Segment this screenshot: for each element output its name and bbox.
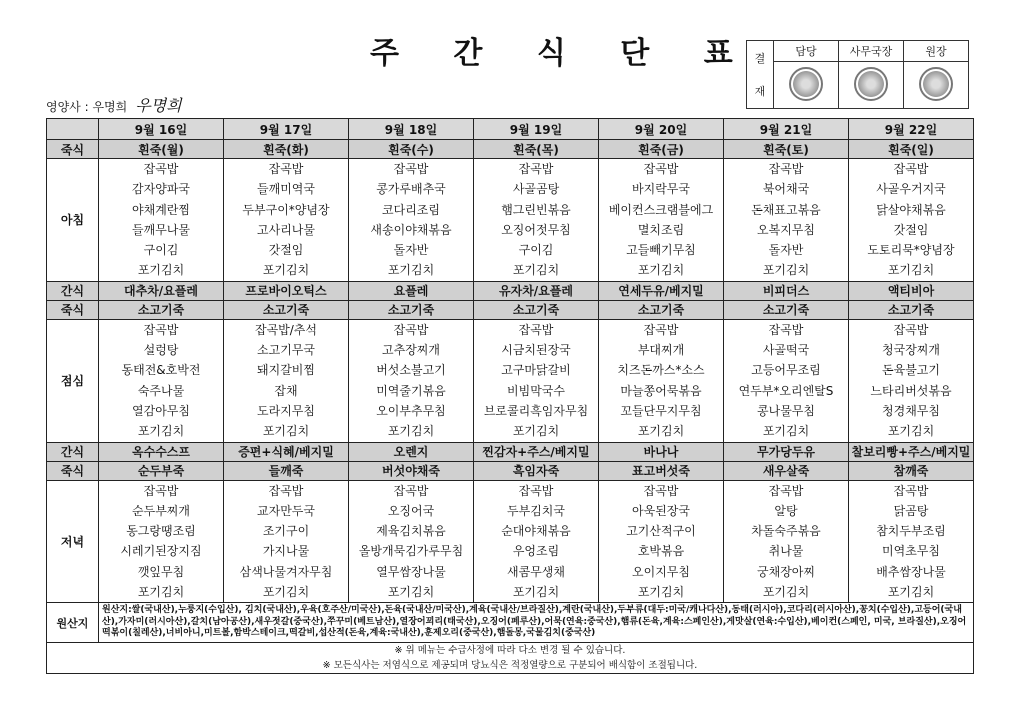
menu-cell: 액티비아 (849, 281, 974, 300)
row-notes (47, 642, 974, 673)
notes-cell (47, 642, 974, 673)
menu-item: 열감아무침 (132, 403, 190, 418)
menu-cell: 참깨죽 (849, 461, 974, 480)
menu-cell: 흰죽(수) (349, 140, 474, 159)
menu-item: 잡곡밥/추석 (254, 322, 317, 337)
menu-cell: 대추차/요플레 (99, 281, 224, 300)
row-lunch (47, 319, 974, 442)
menu-item: 구이김 (518, 243, 554, 258)
menu-item: 사골떡국 (762, 343, 810, 358)
row-label: 간식 (47, 281, 99, 300)
menu-item: 들깨미역국 (257, 182, 315, 197)
menu-item: 포기김치 (512, 424, 560, 439)
menu-item: 청국장찌개 (882, 343, 940, 358)
note-line: ※ 모든식사는 저염식으로 제공되며 당뇨식은 적정열량으로 구분되어 배식함이 조절됩니다. (322, 659, 698, 671)
menu-day-cell (849, 159, 974, 282)
menu-day-cell (474, 159, 599, 282)
menu-cell: 순두부죽 (99, 461, 224, 480)
row-label: 원산지 (47, 603, 99, 643)
menu-item: 갓절임 (268, 243, 304, 258)
row-snack2 (47, 442, 974, 461)
row-snack1 (47, 281, 974, 300)
menu-item: 올방개묵김가루무침 (358, 544, 464, 559)
row-label: 점심 (47, 319, 99, 442)
menu-item: 포기김치 (387, 585, 435, 600)
menu-item: 시금치된장국 (501, 343, 571, 358)
menu-cell: 흰죽(월) (99, 140, 224, 159)
menu-item: 북어채국 (762, 182, 810, 197)
menu-item: 닭살야채볶음 (876, 202, 946, 217)
nutritionist-signature: 우명희 (135, 96, 182, 115)
menu-item: 시레기된장지짐 (120, 544, 202, 559)
menu-cell: 흰죽(금) (599, 140, 724, 159)
menu-item: 새콤무생채 (507, 564, 565, 579)
menu-cell: 요플레 (349, 281, 474, 300)
menu-day-cell (99, 319, 224, 442)
approval-stamp-manager (839, 62, 904, 109)
menu-item: 알탕 (774, 503, 798, 518)
menu-item: 사골곰탕 (512, 182, 560, 197)
menu-item: 고구마닭갈비 (501, 363, 571, 378)
menu-item: 갓절임 (893, 222, 929, 237)
menu-day-cell (224, 319, 349, 442)
approval-stamp-director (904, 62, 969, 109)
origin-text: 원산지:쌀(국내산),누룽지(수입산), 김치(국내산),우육(호주산/미국산),돈육(국내산/미국산),계육(국내산/브라질산),계란(국내산),두부류(대두:미국/캐나다산),동태(러시아),코다리(러시아산),꽁치(수입산),고등어(국내산),가자미(러시아산),갈치(남아공산),새우젓갈(중국산),쭈꾸미(베트남산),열장어꾀리(태국산),오징어(페루산),어묵(연육:중국산),햄류(돈육,계육:스페인산),게맛살(연육:수입산),베이컨(스페인, 미국, 브라질산),오징어떡볶이(칠레산),너비아니,미트볼,함박스테이크,떡갈비,섭산적(돈육,계육:국내산),훈제오리(중국산),햄돌몽,국물김치(중국산) (99, 603, 974, 643)
menu-cell: 소고기죽 (99, 300, 224, 319)
menu-item: 오징어젓무침 (501, 222, 571, 237)
menu-item: 오징어국 (387, 503, 435, 518)
menu-item: 청경채무침 (882, 403, 940, 418)
menu-item: 포기김치 (512, 263, 560, 278)
menu-cell: 소고기죽 (224, 300, 349, 319)
menu-item: 순대야채볶음 (501, 524, 571, 539)
menu-item: 잡곡밥 (143, 322, 179, 337)
menu-cell: 소고기죽 (599, 300, 724, 319)
menu-day-cell (349, 319, 474, 442)
menu-item: 잡곡밥 (893, 162, 929, 176)
menu-item: 포기김치 (387, 263, 435, 278)
approval-stamp-staff (774, 62, 839, 109)
menu-day-cell (349, 480, 474, 603)
stamp-icon (789, 67, 823, 101)
menu-item: 브로콜리흑임자무침 (483, 403, 589, 418)
menu-item: 잡곡밥 (643, 483, 679, 498)
menu-item: 가지나물 (262, 544, 310, 559)
menu-item: 돈채표고볶음 (751, 202, 821, 217)
note-line: ※ 위 메뉴는 수급사정에 따라 다소 변경 될 수 있습니다. (394, 644, 626, 656)
menu-item: 고등어무조림 (751, 363, 821, 378)
menu-item: 포기김치 (387, 424, 435, 439)
menu-item: 비빔막국수 (507, 383, 565, 398)
menu-item: 미역줄기볶음 (376, 383, 446, 398)
menu-item: 잡곡밥 (768, 322, 804, 337)
approval-side-top: 결 (754, 51, 766, 65)
menu-item: 돈육불고기 (882, 363, 940, 378)
menu-item: 소고기무국 (257, 343, 315, 358)
menu-item: 멸치조림 (637, 222, 685, 237)
menu-item: 감자양파국 (132, 182, 190, 197)
menu-item: 포기김치 (262, 424, 310, 439)
row-dinner-porridge (47, 461, 974, 480)
row-label: 아침 (47, 159, 99, 282)
day-header: 9월 21일 (724, 119, 849, 140)
menu-item: 궁채장아찌 (757, 564, 815, 579)
menu-item: 잡곡밥 (518, 483, 554, 498)
approval-side-label (747, 41, 774, 109)
menu-cell: 바나나 (599, 442, 724, 461)
menu-item: 조기구이 (262, 524, 310, 539)
menu-cell: 찐감자+주스/베지밀 (474, 442, 599, 461)
day-header-row (47, 119, 974, 140)
menu-item: 느타리버섯볶음 (870, 383, 952, 398)
menu-item: 포기김치 (762, 263, 810, 278)
menu-item: 닭곰탕 (893, 503, 929, 518)
menu-item: 두부구이*양념장 (242, 202, 330, 217)
menu-day-cell (724, 159, 849, 282)
menu-item: 교자만두국 (257, 503, 315, 518)
stamp-icon (919, 67, 953, 101)
menu-item: 콩나물무침 (757, 403, 815, 418)
menu-day-cell (599, 319, 724, 442)
menu-item: 포기김치 (637, 424, 685, 439)
menu-item: 마늘쫑어묵볶음 (620, 383, 702, 398)
menu-item: 꼬들단무지무침 (620, 403, 702, 418)
menu-item: 포기김치 (887, 424, 935, 439)
menu-cell: 비피더스 (724, 281, 849, 300)
menu-item: 부대찌개 (637, 343, 685, 358)
menu-item: 미역초무침 (882, 544, 940, 559)
day-header: 9월 18일 (349, 119, 474, 140)
menu-cell: 흰죽(토) (724, 140, 849, 159)
menu-item: 잡곡밥 (893, 483, 929, 498)
menu-item: 호박볶음 (637, 544, 685, 559)
menu-cell: 오렌지 (349, 442, 474, 461)
menu-item: 도라지무침 (257, 403, 315, 418)
menu-item: 우엉조림 (512, 544, 560, 559)
menu-item: 오복지무침 (757, 222, 815, 237)
menu-cell: 새우살죽 (724, 461, 849, 480)
menu-item: 잡곡밥 (768, 162, 804, 176)
menu-item: 아욱된장국 (632, 503, 690, 518)
page-title: 주 간 식 단 표 (370, 36, 755, 71)
weekly-menu-table (46, 118, 974, 674)
menu-item: 돌자반 (768, 243, 804, 258)
menu-day-cell (849, 480, 974, 603)
menu-item: 두부김치국 (507, 503, 565, 518)
menu-item: 설렁탕 (143, 343, 179, 358)
approval-header-director: 원장 (904, 41, 969, 62)
row-label: 간식 (47, 442, 99, 461)
menu-item: 잡곡밥 (518, 162, 554, 176)
menu-day-cell (224, 159, 349, 282)
menu-item: 차돌숙주볶음 (751, 524, 821, 539)
day-header: 9월 16일 (99, 119, 224, 140)
menu-cell: 흰죽(화) (224, 140, 349, 159)
row-label: 죽식 (47, 300, 99, 319)
menu-item: 포기김치 (762, 585, 810, 600)
menu-cell: 연세두유/베지밀 (599, 281, 724, 300)
menu-cell: 소고기죽 (849, 300, 974, 319)
day-header: 9월 20일 (599, 119, 724, 140)
menu-item: 동그랑땡조림 (126, 524, 196, 539)
menu-item: 잡곡밥 (268, 162, 304, 176)
menu-day-cell (724, 319, 849, 442)
day-header: 9월 17일 (224, 119, 349, 140)
menu-item: 잡곡밥 (143, 162, 179, 176)
row-dinner (47, 480, 974, 603)
menu-cell: 들깨죽 (224, 461, 349, 480)
menu-item: 포기김치 (637, 585, 685, 600)
row-lunch-porridge (47, 300, 974, 319)
menu-item: 포기김치 (262, 585, 310, 600)
menu-item: 포기김치 (262, 263, 310, 278)
approval-header-manager: 사무국장 (839, 41, 904, 62)
menu-item: 고기산적구이 (626, 524, 696, 539)
menu-item: 열무쌈장나물 (376, 564, 446, 579)
menu-day-cell (849, 319, 974, 442)
menu-item: 고추장찌개 (382, 343, 440, 358)
menu-item: 잡곡밥 (643, 322, 679, 337)
row-label: 죽식 (47, 461, 99, 480)
menu-item: 깻잎무침 (137, 564, 185, 579)
menu-cell: 버섯야채죽 (349, 461, 474, 480)
menu-cell: 표고버섯죽 (599, 461, 724, 480)
menu-item: 잡곡밥 (393, 162, 429, 176)
menu-item: 참치두부조림 (876, 524, 946, 539)
menu-item: 배추쌈장나물 (876, 564, 946, 579)
menu-item: 사골우거지국 (876, 182, 946, 197)
menu-item: 고들빼기무침 (626, 243, 696, 258)
menu-item: 코다리조림 (382, 202, 440, 217)
menu-cell: 소고기죽 (474, 300, 599, 319)
menu-item: 제육김치볶음 (376, 524, 446, 539)
menu-cell: 프로바이오틱스 (224, 281, 349, 300)
row-breakfast (47, 159, 974, 282)
menu-item: 버섯소불고기 (376, 363, 446, 378)
menu-item: 포기김치 (762, 424, 810, 439)
menu-cell: 흰죽(목) (474, 140, 599, 159)
menu-cell: 증편+식혜/베지밀 (224, 442, 349, 461)
menu-item: 들깨무나물 (132, 222, 190, 237)
menu-day-cell (99, 159, 224, 282)
approval-side-bottom: 재 (754, 84, 766, 98)
menu-item: 고사리나물 (257, 222, 315, 237)
approval-box (746, 40, 969, 109)
menu-cell: 흑임자죽 (474, 461, 599, 480)
menu-item: 포기김치 (137, 424, 185, 439)
nutritionist-label (46, 93, 182, 116)
menu-item: 순두부찌개 (132, 503, 190, 518)
menu-item: 구이김 (143, 243, 179, 258)
menu-item: 바지락무국 (632, 182, 690, 197)
menu-item: 포기김치 (512, 585, 560, 600)
menu-day-cell (599, 159, 724, 282)
menu-item: 잡곡밥 (518, 322, 554, 337)
menu-item: 동태전&호박전 (121, 363, 201, 378)
menu-item: 잡채 (274, 383, 298, 398)
menu-day-cell (599, 480, 724, 603)
menu-cell: 소고기죽 (724, 300, 849, 319)
menu-item: 포기김치 (887, 585, 935, 600)
menu-cell: 옥수수스프 (99, 442, 224, 461)
menu-item: 잡곡밥 (268, 483, 304, 498)
row-label: 저녁 (47, 480, 99, 603)
menu-item: 포기김치 (887, 263, 935, 278)
menu-day-cell (474, 480, 599, 603)
menu-item: 잡곡밥 (393, 483, 429, 498)
row-label: 죽식 (47, 140, 99, 159)
menu-item: 잡곡밥 (893, 322, 929, 337)
menu-item: 돌자반 (393, 243, 429, 258)
menu-item: 햄그린빈볶음 (501, 202, 571, 217)
menu-item: 취나물 (768, 544, 804, 559)
menu-item: 잡곡밥 (393, 322, 429, 337)
approval-header-staff: 담당 (774, 41, 839, 62)
stamp-icon (854, 67, 888, 101)
menu-item: 오이부추무침 (376, 403, 446, 418)
menu-day-cell (349, 159, 474, 282)
menu-item: 베이컨스크램블에그 (608, 202, 714, 217)
menu-item: 숙주나물 (137, 383, 185, 398)
menu-cell: 흰죽(일) (849, 140, 974, 159)
menu-item: 포기김치 (137, 263, 185, 278)
menu-cell: 무가당두유 (724, 442, 849, 461)
menu-item: 돼지갈비찜 (257, 363, 315, 378)
menu-item: 새송이야채볶음 (370, 222, 452, 237)
menu-day-cell (224, 480, 349, 603)
menu-day-cell (474, 319, 599, 442)
menu-item: 포기김치 (637, 263, 685, 278)
day-header: 9월 22일 (849, 119, 974, 140)
menu-item: 야채계란찜 (132, 202, 190, 217)
menu-item: 포기김치 (137, 585, 185, 600)
nutritionist-name: 영양사 : 우명희 (46, 100, 128, 114)
menu-cell: 찰보리빵+주스/베지밀 (849, 442, 974, 461)
menu-item: 잡곡밥 (643, 162, 679, 176)
row-breakfast-porridge (47, 140, 974, 159)
menu-cell: 소고기죽 (349, 300, 474, 319)
menu-item: 삼색나물겨자무침 (239, 564, 333, 579)
corner-cell (47, 119, 99, 140)
menu-cell: 유자차/요플레 (474, 281, 599, 300)
menu-item: 도토리묵*양념장 (867, 243, 955, 258)
menu-item: 오이지무침 (632, 564, 690, 579)
menu-item: 잡곡밥 (143, 483, 179, 498)
menu-item: 연두부*오리엔탈S (738, 383, 834, 398)
menu-item: 치즈돈까스*소스 (617, 363, 705, 378)
day-header: 9월 19일 (474, 119, 599, 140)
menu-item: 잡곡밥 (768, 483, 804, 498)
menu-item: 콩가루배추국 (376, 182, 446, 197)
row-origin (47, 603, 974, 643)
menu-day-cell (724, 480, 849, 603)
menu-day-cell (99, 480, 224, 603)
